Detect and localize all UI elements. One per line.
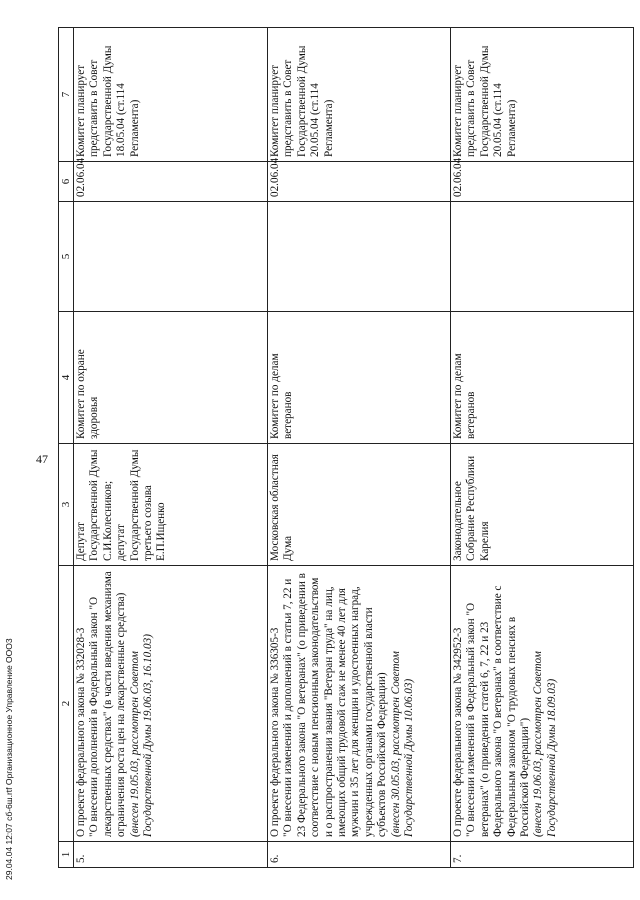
date-cell: 02.06.04 (451, 162, 634, 202)
bills-table (58, 27, 634, 868)
header-row (59, 28, 74, 868)
bill-description (74, 566, 268, 842)
column-header-2: 2 (59, 566, 74, 842)
bill-title: О проекте федерального закона № 332028-3 (75, 627, 87, 837)
column-header-1: 1 (59, 842, 74, 868)
column-5-cell (268, 202, 451, 312)
table-row (451, 28, 634, 868)
column-header-4: 4 (59, 312, 74, 444)
column-5-cell (74, 202, 268, 312)
date-cell: 02.06.04 (268, 162, 451, 202)
bill-note: (внесен 30.05.03, рассмотрен Советом Государственной Думы 10.06.03) (389, 651, 416, 837)
row-number: 7. (451, 842, 634, 868)
plan-cell: Комитет планирует представить в Совет Государственной Думы 18.05.04 (ст.114 Регламента) (74, 28, 268, 162)
table-row (268, 28, 451, 868)
column-header-7: 7 (59, 28, 74, 162)
bill-title: О проекте федерального закона № 342952-3 (452, 627, 464, 837)
column-header-6: 6 (59, 162, 74, 202)
responsible-committee: Комитет по охране здоровья (74, 312, 268, 444)
plan-cell: Комитет планирует представить в Совет Государственной Думы 20.05.04 (ст.114 Регламента) (268, 28, 451, 162)
bill-note: (внесен 19.06.03, рассмотрен Советом Государственной Думы 18.09.03) (532, 651, 558, 837)
page-number: 47 (36, 452, 48, 466)
column-header-5: 5 (59, 202, 74, 312)
bill-title: О проекте федерального закона № 336305-3 (269, 627, 281, 837)
date-cell: 02.06.04 (74, 162, 268, 202)
bill-note: (внесен 19.05.03, рассмотрен Советом Государственной Думы 19.06.03, 16.10.03) (128, 634, 155, 837)
document-table-container (58, 28, 630, 868)
bill-author: Депутат Государственной Думы С.И.Колесников; депутат Государственной Думы третьего созыва Е.П.Ищенко (74, 444, 268, 566)
bill-author: Законодательное Собрание Республики Карелия (451, 444, 634, 566)
bill-description (268, 566, 451, 842)
footer-text: 29.04.04 12:07 сб-6ш.rtf Организационное Управление ООО3 (4, 638, 14, 880)
bill-description (451, 566, 634, 842)
plan-cell: Комитет планирует представить в Совет Государственной Думы 20.05.04 (ст.114 Регламента) (451, 28, 634, 162)
bill-author: Московская областная Дума (268, 444, 451, 566)
responsible-committee: Комитет по делам ветеранов (451, 312, 634, 444)
row-number: 6. (268, 842, 451, 868)
bill-body: "О внесении изменений и дополнений в статьи 7, 22 и 23 Федерального закона "О ветеранах" (о приведении в соответствие с новым пенсионным законодательством и о распространении звания "Ветеран труда" на лиц, имеющих общий трудовой стаж не менее 40 лет для мужчин и 35 лет для женщин и удостоенных наград, учрежденных органами государственной власти субъектов Российской Федерации) (282, 573, 389, 837)
column-5-cell (451, 202, 634, 312)
table-row (74, 28, 268, 868)
responsible-committee: Комитет по делам ветеранов (268, 312, 451, 444)
column-header-3: 3 (59, 444, 74, 566)
row-number: 5. (74, 842, 268, 868)
bill-body: "О внесении изменений в Федеральный закон "О ветеранах" (о приведении статей 6, 7, 22 и 23 Федерального закона "О ветеранах" в соответствие с Федеральным законом "О трудовых пенсиях в Российской Федерации") (465, 585, 532, 837)
bill-body: "О внесении дополнений в Федеральный закон "О лекарственных средствах" (в части введения механизма ограничения роста цен на лекарственные средства) (88, 571, 128, 837)
